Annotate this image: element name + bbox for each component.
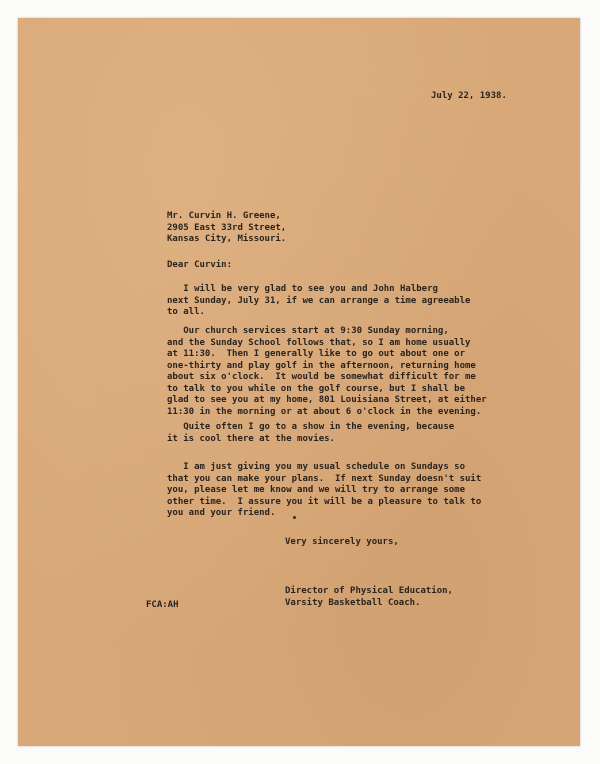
paragraph-line: that you can make your plans. If next Sunday doesn't suit bbox=[167, 473, 482, 484]
recipient-city: Kansas City, Missouri. bbox=[167, 234, 287, 244]
paragraph-line: I am just giving you my usual schedule on Sundays so bbox=[167, 462, 466, 472]
paragraph-line: about six o'clock. It would be somewhat difficult for me bbox=[167, 372, 476, 382]
signature-title: Varsity Basketball Coach. bbox=[285, 597, 421, 608]
ink-dot bbox=[293, 516, 296, 519]
closing-text: Very sincerely yours, bbox=[285, 537, 399, 547]
initials-text: FCA:AH bbox=[146, 600, 179, 610]
recipient-street: 2905 East 33rd Street, bbox=[167, 222, 287, 233]
paragraph-line: to all. bbox=[167, 307, 205, 317]
recipient-name: Mr. Curvin H. Greene, bbox=[167, 211, 281, 221]
paragraph-line: you and your friend. bbox=[167, 508, 276, 518]
letter-date bbox=[431, 91, 507, 103]
paragraph-line: I will be very glad to see you and John Halberg bbox=[167, 284, 438, 294]
signature-title: Director of Physical Education, bbox=[285, 586, 453, 596]
paragraph-3 bbox=[167, 422, 454, 445]
salutation-text: Dear Curvin: bbox=[167, 260, 233, 270]
paragraph-2 bbox=[167, 326, 487, 418]
paragraph-line: Quite often I go to a show in the evening, because bbox=[167, 422, 455, 432]
closing bbox=[285, 537, 399, 549]
paragraph-line: next Sunday, July 31, if we can arrange a time agreeable bbox=[167, 295, 471, 306]
paragraph-line: to talk to you while on the golf course, but I shall be bbox=[167, 383, 466, 394]
paragraph-line: at 11:30. Then I generally like to go out about one or bbox=[167, 349, 466, 359]
paragraph-line: and the Sunday School follows that, so I am home usually bbox=[167, 337, 471, 348]
paragraph-line: glad to see you at my home, 801 Louisiana Street, at either bbox=[167, 395, 487, 405]
salutation bbox=[167, 260, 232, 272]
date-text: July 22, 1938. bbox=[431, 91, 507, 101]
paragraph-4 bbox=[167, 462, 481, 520]
paragraph-line: one-thirty and play golf in the afternoon, returning home bbox=[167, 360, 476, 371]
paragraph-line: 11:30 in the morning or at about 6 o'clock in the evening. bbox=[167, 406, 482, 417]
letter-page bbox=[18, 18, 580, 746]
paragraph-line: it is cool there at the movies. bbox=[167, 433, 335, 444]
signature-block bbox=[285, 586, 453, 609]
paragraph-line: you, please let me know and we will try to arrange some bbox=[167, 485, 466, 495]
paragraph-1 bbox=[167, 284, 470, 319]
recipient-address bbox=[167, 211, 286, 246]
paragraph-line: Our church services start at 9:30 Sunday morning, bbox=[167, 326, 449, 336]
typist-initials bbox=[146, 600, 179, 612]
paragraph-line: other time. I assure you it will be a pleasure to talk to bbox=[167, 496, 482, 507]
